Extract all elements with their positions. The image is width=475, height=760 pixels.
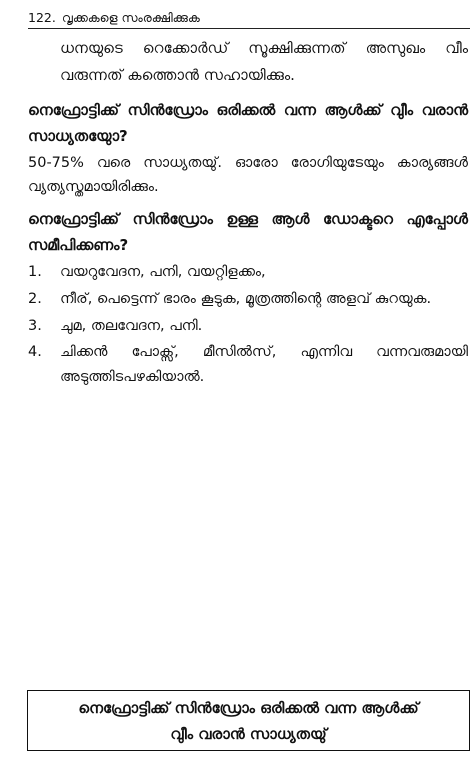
list-item-line: വയറുവേദന, പനി, വയറ്റിളക്കം, — [60, 264, 266, 280]
list-item — [28, 259, 468, 285]
list-item-number: 2. — [28, 291, 42, 307]
symptom-list — [28, 259, 468, 390]
list-item-line: അടുത്തിടപഴകിയാൽ. — [60, 369, 205, 385]
intro-paragraph-line: ധനയുടെ റെക്കോർഡ് സൂക്ഷിക്കുന്നത് അസുഖം വീം — [60, 39, 468, 57]
question-heading — [28, 97, 468, 149]
list-item-text — [60, 340, 468, 390]
question-heading — [28, 206, 468, 258]
list-item-line: നീര്, പെട്ടെന്ന് ഭാരം കൂടുക, മൂത്രത്തിന്റെ അളവ് കുറയുക. — [60, 291, 432, 307]
highlight-box-line: നെഫ്രോട്ടിക്ക് സിൻഡ്രോം ഒരിക്കൽ വന്ന ആൾക്ക് — [78, 699, 419, 717]
list-item-text — [60, 313, 468, 339]
intro-paragraph — [28, 35, 468, 89]
answer-paragraph-line: വ്യത്യസ്തമായിരിക്കും. — [28, 179, 159, 195]
page-number: 122. — [28, 10, 56, 25]
intro-paragraph-line: വരുന്നത് കത്തൊൻ സഹായിക്കും. — [60, 66, 295, 84]
answer-paragraph-line: 50-75% വരെ സാധ്യതയു്. ഓരോ രോഗിയുടേയും കാര്യങ്ങൾ — [28, 155, 468, 171]
list-item-line: ചുമ, തലവേദന, പനി. — [60, 318, 203, 334]
question-heading-line: സമീപിക്കണം? — [28, 236, 129, 254]
list-item-number: 3. — [28, 318, 42, 334]
list-item — [28, 313, 468, 339]
answer-paragraph — [28, 151, 468, 199]
list-item-line: ചിക്കൻ പോക്സ്, മീസിൽസ്, എന്നിവ വന്നവരുമായി — [60, 344, 468, 360]
list-item — [28, 286, 468, 312]
page-body — [28, 35, 468, 390]
question-heading-line: നെഫ്രോട്ടിക്ക് സിൻഡ്രോം ഉള്ള ആൾ ഡോക്ടറെ എപ്പോൾ — [28, 210, 468, 228]
list-item-text — [60, 286, 468, 312]
highlight-box-line: വീും വരാൻ സാധ്യതയു് — [170, 725, 327, 743]
list-item-number: 1. — [28, 264, 42, 280]
running-title: വൃക്കകളെ സംരക്ഷിക്കുക — [61, 10, 200, 25]
list-item-number: 4. — [28, 344, 42, 360]
list-item — [28, 340, 468, 390]
question-heading-line: നെഫ്രോട്ടിക്ക് സിൻഡ്രോം ഒരിക്കൽ വന്ന ആൾക്ക് വീും വരാൻ — [28, 101, 468, 119]
question-heading-line: സാധ്യതയുോ? — [28, 127, 128, 145]
page-header — [28, 8, 470, 29]
highlight-box — [27, 690, 470, 751]
list-item-text — [60, 259, 468, 285]
